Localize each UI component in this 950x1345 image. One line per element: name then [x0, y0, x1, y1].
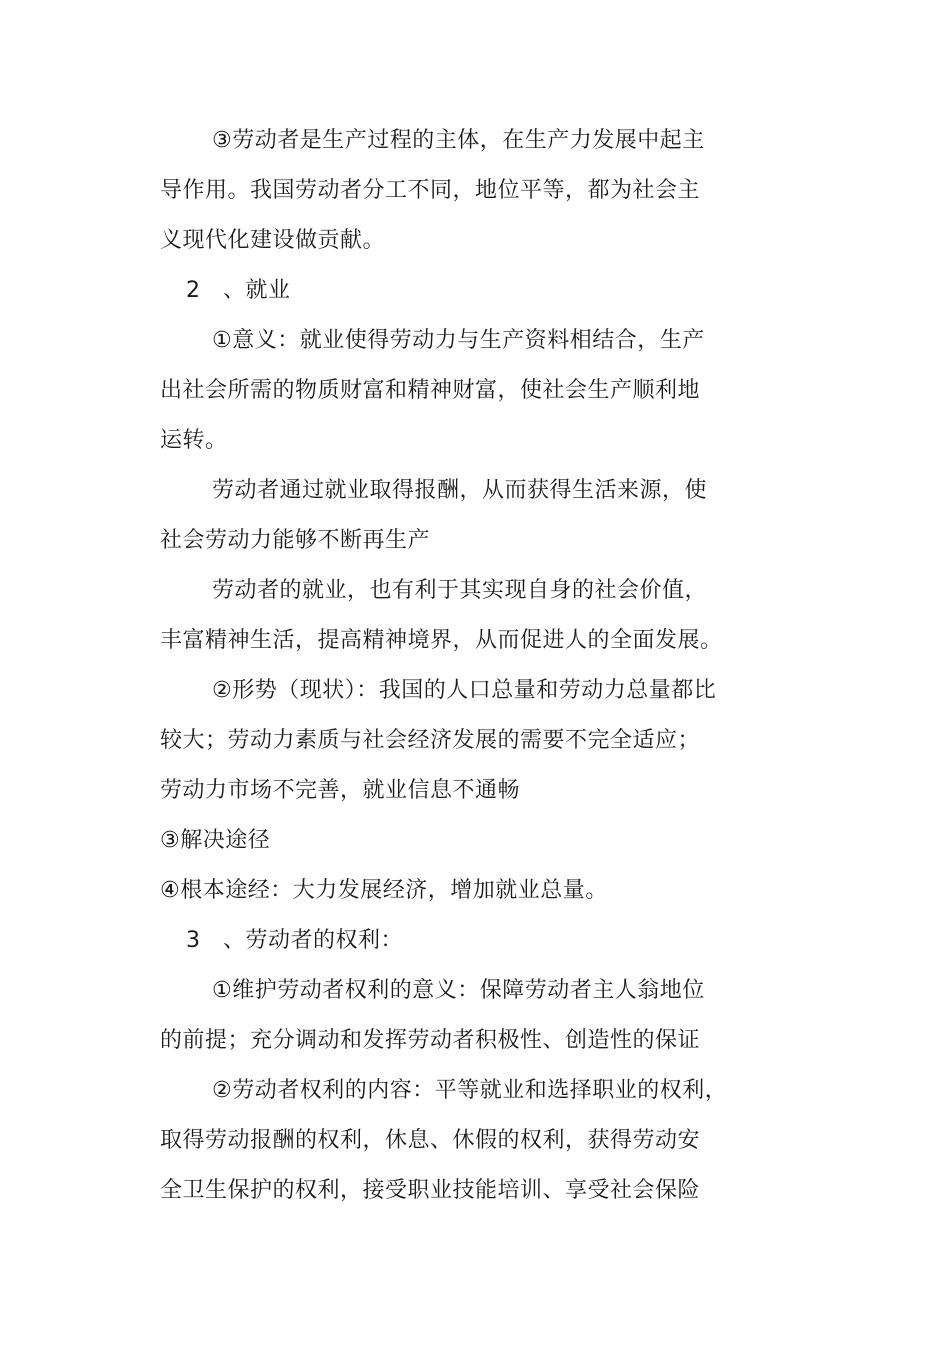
paragraph-line: 导作用。我国劳动者分工不同，地位平等，都为社会主 [160, 178, 701, 203]
paragraph-line: 劳动者的就业，也有利于其实现自身的社会价值， [212, 578, 708, 603]
paragraph-line: ③解决途径 [160, 828, 271, 853]
paragraph-line: 较大；劳动力素质与社会经济发展的需要不完全适应； [160, 728, 701, 753]
paragraph-line: ①维护劳动者权利的意义：保障劳动者主人翁地位 [212, 978, 705, 1003]
paragraph-line: 运转。 [160, 428, 228, 453]
paragraph-line: 全卫生保护的权利，接受职业技能培训、享受社会保险 [160, 1178, 701, 1203]
paragraph-line: 劳动力市场不完善，就业信息不通畅 [160, 778, 521, 803]
section-heading: 2 、就业 [186, 278, 291, 303]
paragraph-line: 社会劳动力能够不断再生产 [160, 528, 431, 553]
paragraph-line: 义现代化建设做贡献。 [160, 228, 386, 253]
paragraph-line: 丰富精神生活，提高精神境界，从而促进人的全面发展。 [160, 628, 723, 653]
paragraph-line: ②形势（现状）：我国的人口总量和劳动力总量都比 [212, 678, 717, 703]
paragraph-line: 出社会所需的物质财富和精神财富，使社会生产顺利地 [160, 378, 701, 403]
section-heading: 3 、劳动者的权利： [186, 928, 403, 953]
paragraph-line: ④根本途经：大力发展经济，增加就业总量。 [160, 878, 608, 903]
paragraph-line: ②劳动者权利的内容：平等就业和选择职业的权利， [212, 1078, 728, 1103]
paragraph-line: ①意义：就业使得劳动力与生产资料相结合，生产 [212, 328, 705, 353]
paragraph-line: 劳动者通过就业取得报酬，从而获得生活来源，使 [212, 478, 708, 503]
paragraph-line: ③劳动者是生产过程的主体，在生产力发展中起主 [212, 128, 705, 153]
paragraph-line: 取得劳动报酬的权利，休息、休假的权利，获得劳动安 [160, 1128, 701, 1153]
paragraph-line: 的前提；充分调动和发挥劳动者积极性、创造性的保证 [160, 1028, 701, 1053]
